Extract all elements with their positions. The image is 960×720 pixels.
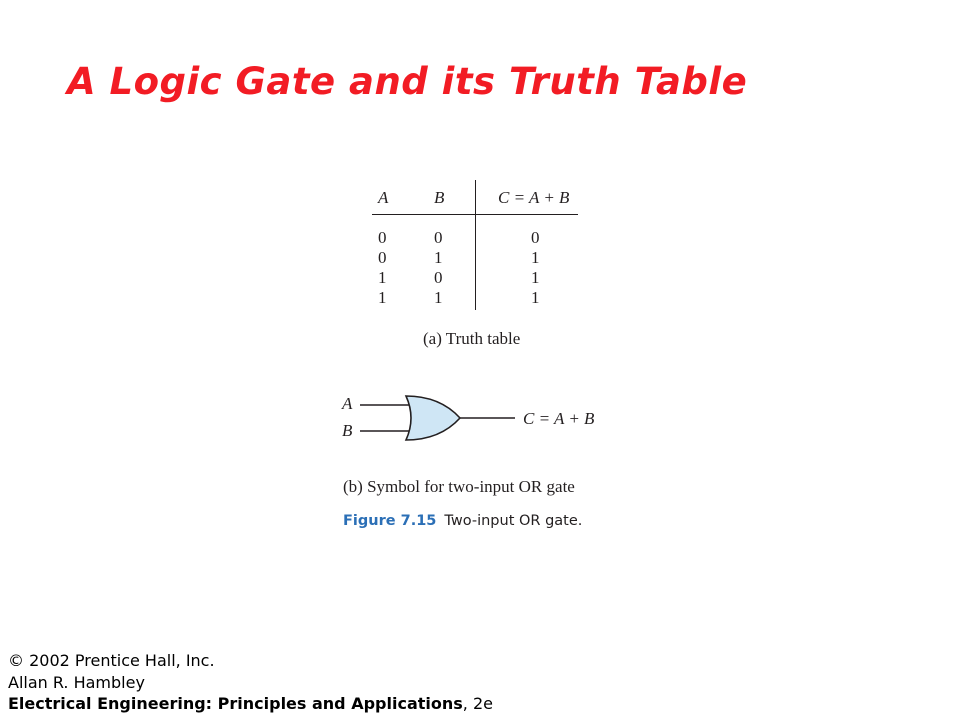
truth-table-caption: (a) Truth table: [423, 329, 521, 348]
table-cell: 0: [378, 248, 387, 267]
input-a-label: A: [342, 394, 353, 413]
author-line: Allan R. Hambley: [8, 672, 145, 692]
figure-caption: [343, 513, 582, 529]
slide-title: A Logic Gate and its Truth Table: [67, 60, 748, 103]
table-cell: 0: [531, 228, 540, 247]
table-cell: 0: [434, 268, 443, 287]
header-b: B: [434, 188, 445, 207]
book-edition: , 2e: [462, 694, 493, 713]
header-c: C = A + B: [498, 188, 570, 207]
table-column-divider: [475, 180, 476, 310]
table-cell: 1: [434, 248, 443, 267]
gate-caption: (b) Symbol for two-input OR gate: [343, 477, 575, 496]
or-gate-symbol: [340, 392, 530, 444]
header-a: A: [378, 188, 389, 207]
table-cell: 1: [531, 288, 540, 307]
book-line: [8, 693, 493, 715]
or-gate-diagram: [340, 392, 610, 444]
table-cell: 1: [434, 288, 443, 307]
table-cell: 0: [378, 228, 387, 247]
copyright-line: © 2002 Prentice Hall, Inc.: [8, 651, 215, 670]
table-cell: 0: [434, 228, 443, 247]
table-cell: 1: [531, 248, 540, 267]
figure-caption-text: Two-input OR gate.: [444, 513, 583, 529]
table-cell: 1: [378, 268, 387, 287]
figure-number: Figure 7.15: [343, 513, 437, 529]
input-b-label: B: [342, 421, 353, 440]
table-cell: 1: [531, 268, 540, 287]
output-label: C = A + B: [523, 409, 595, 428]
table-cell: 1: [378, 288, 387, 307]
footer: [8, 650, 493, 715]
book-title: Electrical Engineering: Principles and Applications: [8, 694, 463, 713]
or-gate-body: [406, 396, 460, 440]
